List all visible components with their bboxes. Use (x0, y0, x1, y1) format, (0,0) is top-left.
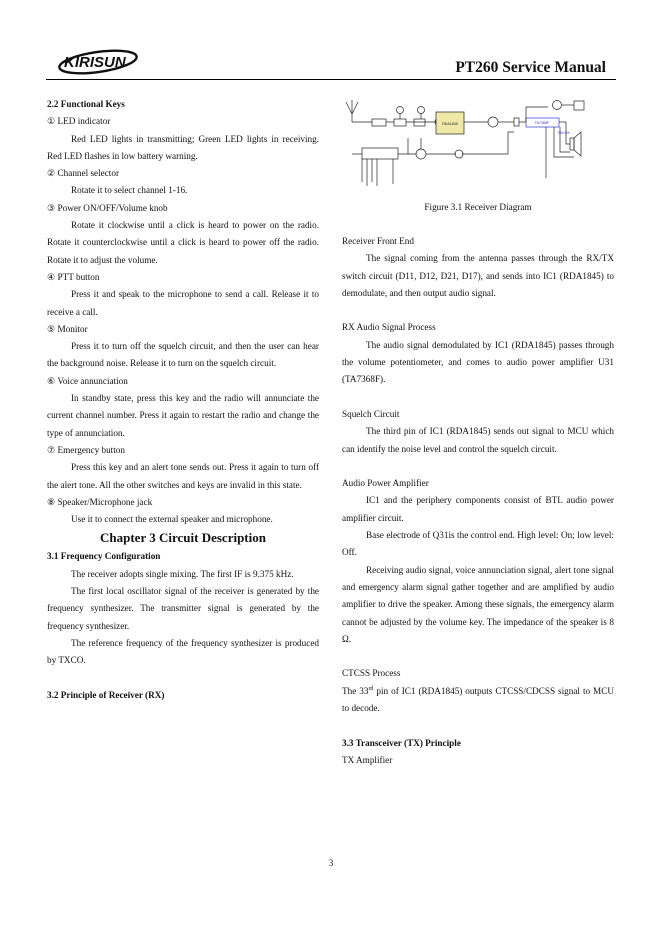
channel-label: ② Channel selector (47, 168, 120, 179)
ptt-label: ④ PTT button (47, 271, 100, 282)
apa-paragraph-2: Base electrode of Q31is the control end. High level: On; low level: Off. (342, 530, 614, 558)
led-label: ① LED indicator (47, 116, 111, 127)
front-end-text: The signal coming from the antenna passes through the RX/TX switch circuit (D11, D12, D21, D17), and sends into IC1 (RDA1845) to demodulate, and then output audio signal. (342, 253, 614, 298)
channel-text: Rotate it to select channel 1-16. (71, 185, 188, 196)
audio-text: The audio signal demodulated by IC1 (RDA1845) passes through the volume potentiometer, and comes to audio power amplifier U31 (TA7368F). (342, 339, 614, 385)
ctcss-text (342, 683, 614, 718)
rx-heading: 3.2 Principle of Receiver (RX) (47, 689, 165, 700)
diagram-sub-label: SW-RX (558, 131, 570, 135)
chapter-title: Chapter 3 Circuit Description (100, 530, 266, 546)
monitor-label: ⑤ Monitor (47, 323, 88, 334)
emergency-text: Press this key and an alert tone sends out. Press it again to turn off the alert tone. All the other switches and keys are invalid in this state. (47, 462, 319, 490)
functional-keys-heading: 2.2 Functional Keys (47, 99, 125, 109)
squelch-heading: Squelch Circuit (342, 408, 400, 419)
brand-text: KIRISUN (64, 54, 126, 71)
freq-paragraph-2: The first local oscillator signal of the receiver is generated by the frequency synthesizer. The transmitter signal is generated by the frequency synthesizer. (47, 586, 319, 631)
header-rule (46, 79, 616, 80)
apa-paragraph-1: IC1 and the periphery components consist of BTL audio power amplifier circuit. (342, 495, 614, 523)
freq-heading: 3.1 Frequency Configuration (47, 551, 161, 562)
page-number: 3 (328, 858, 334, 868)
freq-paragraph-3: The reference frequency of the frequency synthesizer is produced by TXCO. (47, 637, 319, 666)
right-column (342, 233, 614, 769)
front-end-heading: Receiver Front End (342, 236, 414, 246)
diagram-amp-label: TA7368F (534, 121, 550, 125)
left-column (47, 96, 319, 704)
figure-caption: Figure 3.1 Receiver Diagram (424, 202, 532, 212)
freq-paragraph-1: The receiver adopts single mixing. The first IF is 9.375 kHz. (71, 568, 294, 579)
monitor-text: Press it to turn off the squelch circuit, and then the user can hear the background noise. Release it to turn on the squelch circuit. (47, 341, 319, 369)
squelch-text: The third pin of IC1 (RDA1845) sends out signal to MCU which can identify the noise level and control the squelch circuit. (342, 426, 614, 454)
ctcss-text-sup: rd (368, 685, 374, 692)
receiver-diagram (338, 82, 618, 197)
ctcss-heading: CTCSS Process (342, 668, 401, 679)
led-text: Red LED lights in transmitting; Green LED lights in receiving. Red LED flashes in low battery warning. (47, 133, 319, 161)
document-title: PT260 Service Manual (455, 59, 606, 76)
voice-text: In standby state, press this key and the radio will annunciate the current channel number. Press it again to restart the radio and change the type of annunciation. (47, 393, 319, 438)
apa-paragraph-3: Receiving audio signal, voice annunciation signal, alert tone signal and emergency alarm signal gather together and are amplified by audio amplifier to drive the speaker. Among these signals, the emergency alarm cannot be adjusted by the volume key. The impedance of the speaker is 8 Ω. (342, 564, 614, 644)
kirisun-logo (58, 49, 148, 75)
diagram-ic-label: RDA1845 (442, 122, 458, 126)
tx-heading: 3.3 Transceiver (TX) Principle (342, 737, 461, 748)
power-text: Rotate it clockwise until a click is heard to power on the radio. Rotate it counterclockwise until a click is heard to power off the radio. Rotate it to adjust the volume. (47, 220, 319, 265)
voice-label: ⑥ Voice annunciation (47, 375, 128, 386)
jack-label: ⑧ Speaker/Microphone jack (47, 496, 153, 507)
ctcss-text-pre: The 33 (342, 685, 369, 696)
jack-text: Use it to connect the external speaker and microphone. (71, 514, 273, 525)
audio-heading: RX Audio Signal Process (342, 322, 436, 333)
emergency-label: ⑦ Emergency button (47, 444, 125, 455)
power-label: ③ Power ON/OFF/Volume knob (47, 202, 168, 213)
ptt-text: Press it and speak to the microphone to send a call. Release it to receive a call. (47, 289, 319, 317)
apa-heading: Audio Power Amplifier (342, 478, 429, 489)
ctcss-text-post: pin of IC1 (RDA1845) outputs CTCSS/CDCSS signal to MCU to decode. (342, 685, 614, 714)
tx-subheading: TX Amplifier (342, 754, 393, 765)
